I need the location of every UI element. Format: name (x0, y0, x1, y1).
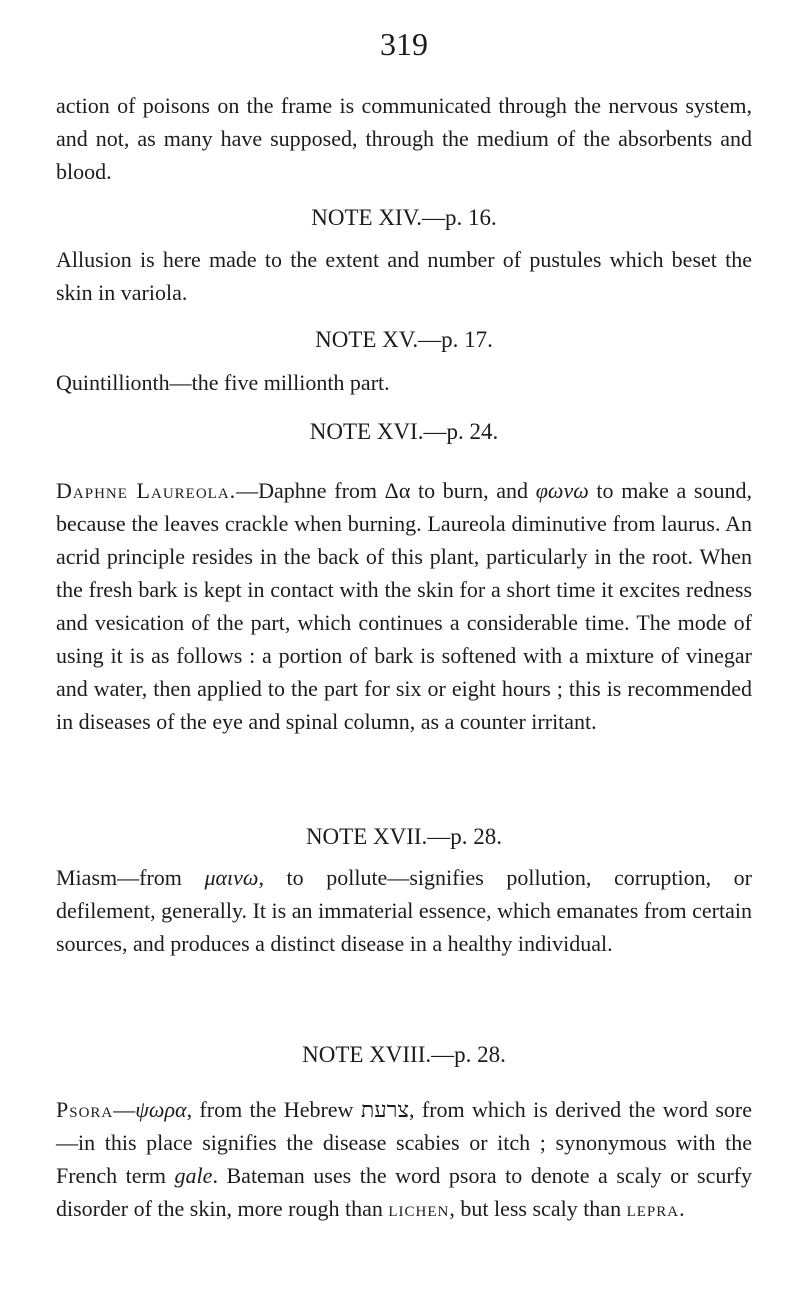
note-xvi-part-3: to make a sound, because the leaves crackle when burning. Laureola diminutive from laurus. An acrid principle resides in the back of this plant, particularly in the root. When the fresh bark is kept in contact with the skin for a short time it excites redness and vesication of the part, which continues a considerable time. The mode of using it is as follows : a portion of bark is softened with a mixture of vinegar and water, then applied to the part for six or eight hours ; this is recommended in diseases of the eye and spinal column, as a counter irritant. (56, 478, 752, 734)
note-xvi-part-1: —Daphne from (236, 478, 385, 503)
note-xviii-part-4: . Bateman uses the word psora to denote a scaly or scurfy disorder of the skin, more rough than (56, 1163, 753, 1221)
note-xvii-part-1: Miasm—from (56, 865, 205, 890)
page-number: 319 (380, 26, 428, 62)
note-xviii-part-6: . (679, 1196, 685, 1221)
note-xv-text: Quintillionth—the five millionth part. (56, 370, 390, 395)
note-xviii-part-2: , from the Hebrew (186, 1097, 361, 1122)
term-gale: gale (174, 1163, 213, 1188)
note-xvii-text (56, 861, 752, 960)
hebrew-word: צרעת (360, 1097, 410, 1122)
greek-word-da: Δα (384, 478, 411, 503)
note-xv-heading: NOTE XV.—p. 17. (315, 327, 493, 352)
term-lepra: lepra (626, 1196, 680, 1221)
intro-paragraph: action of poisons on the frame is communicated through the nervous system, and not, as many have supposed, through the medium of the absorbents and blood. (56, 93, 752, 184)
note-xiv-text: Allusion is here made to the extent and number of pustules which beset the skin in variola. (56, 247, 752, 305)
note-xviii-heading: NOTE XVIII.—p. 28. (302, 1042, 506, 1067)
note-xviii-part-5: , but less scaly than (449, 1196, 627, 1221)
note-xviii-part-3: , from which is derived the word sore—in this place signifies the disease scabies or itch ; synonymous with the French term (56, 1097, 752, 1188)
term-psora: Psora (56, 1097, 114, 1122)
note-xvii-heading: NOTE XVII.—p. 28. (305, 824, 503, 849)
term-daphne-laureola: Daphne Laureola. (56, 478, 237, 503)
note-xviii-text (56, 1093, 752, 1225)
term-lichen: lichen (388, 1196, 450, 1221)
greek-word-phono: φωνω (535, 478, 589, 503)
note-xvi-part-2: to burn, and (410, 478, 536, 503)
note-xvi-heading: NOTE XVI.—p. 24. (309, 419, 499, 444)
note-xiv-heading: NOTE XIV.—p. 16. (311, 205, 497, 230)
note-xviii-part-1: — (113, 1097, 136, 1122)
note-xvii-part-2: , to pollute—signifies pollution, corruption, or defilement, generally. It is an immaterial essence, which emanates from certain sources, and produces a distinct disease in a healthy individual. (56, 865, 752, 956)
greek-word-psora: ψωρα (135, 1097, 187, 1122)
greek-word-maino: μαινω (204, 865, 259, 890)
note-xvi-text (56, 474, 752, 738)
